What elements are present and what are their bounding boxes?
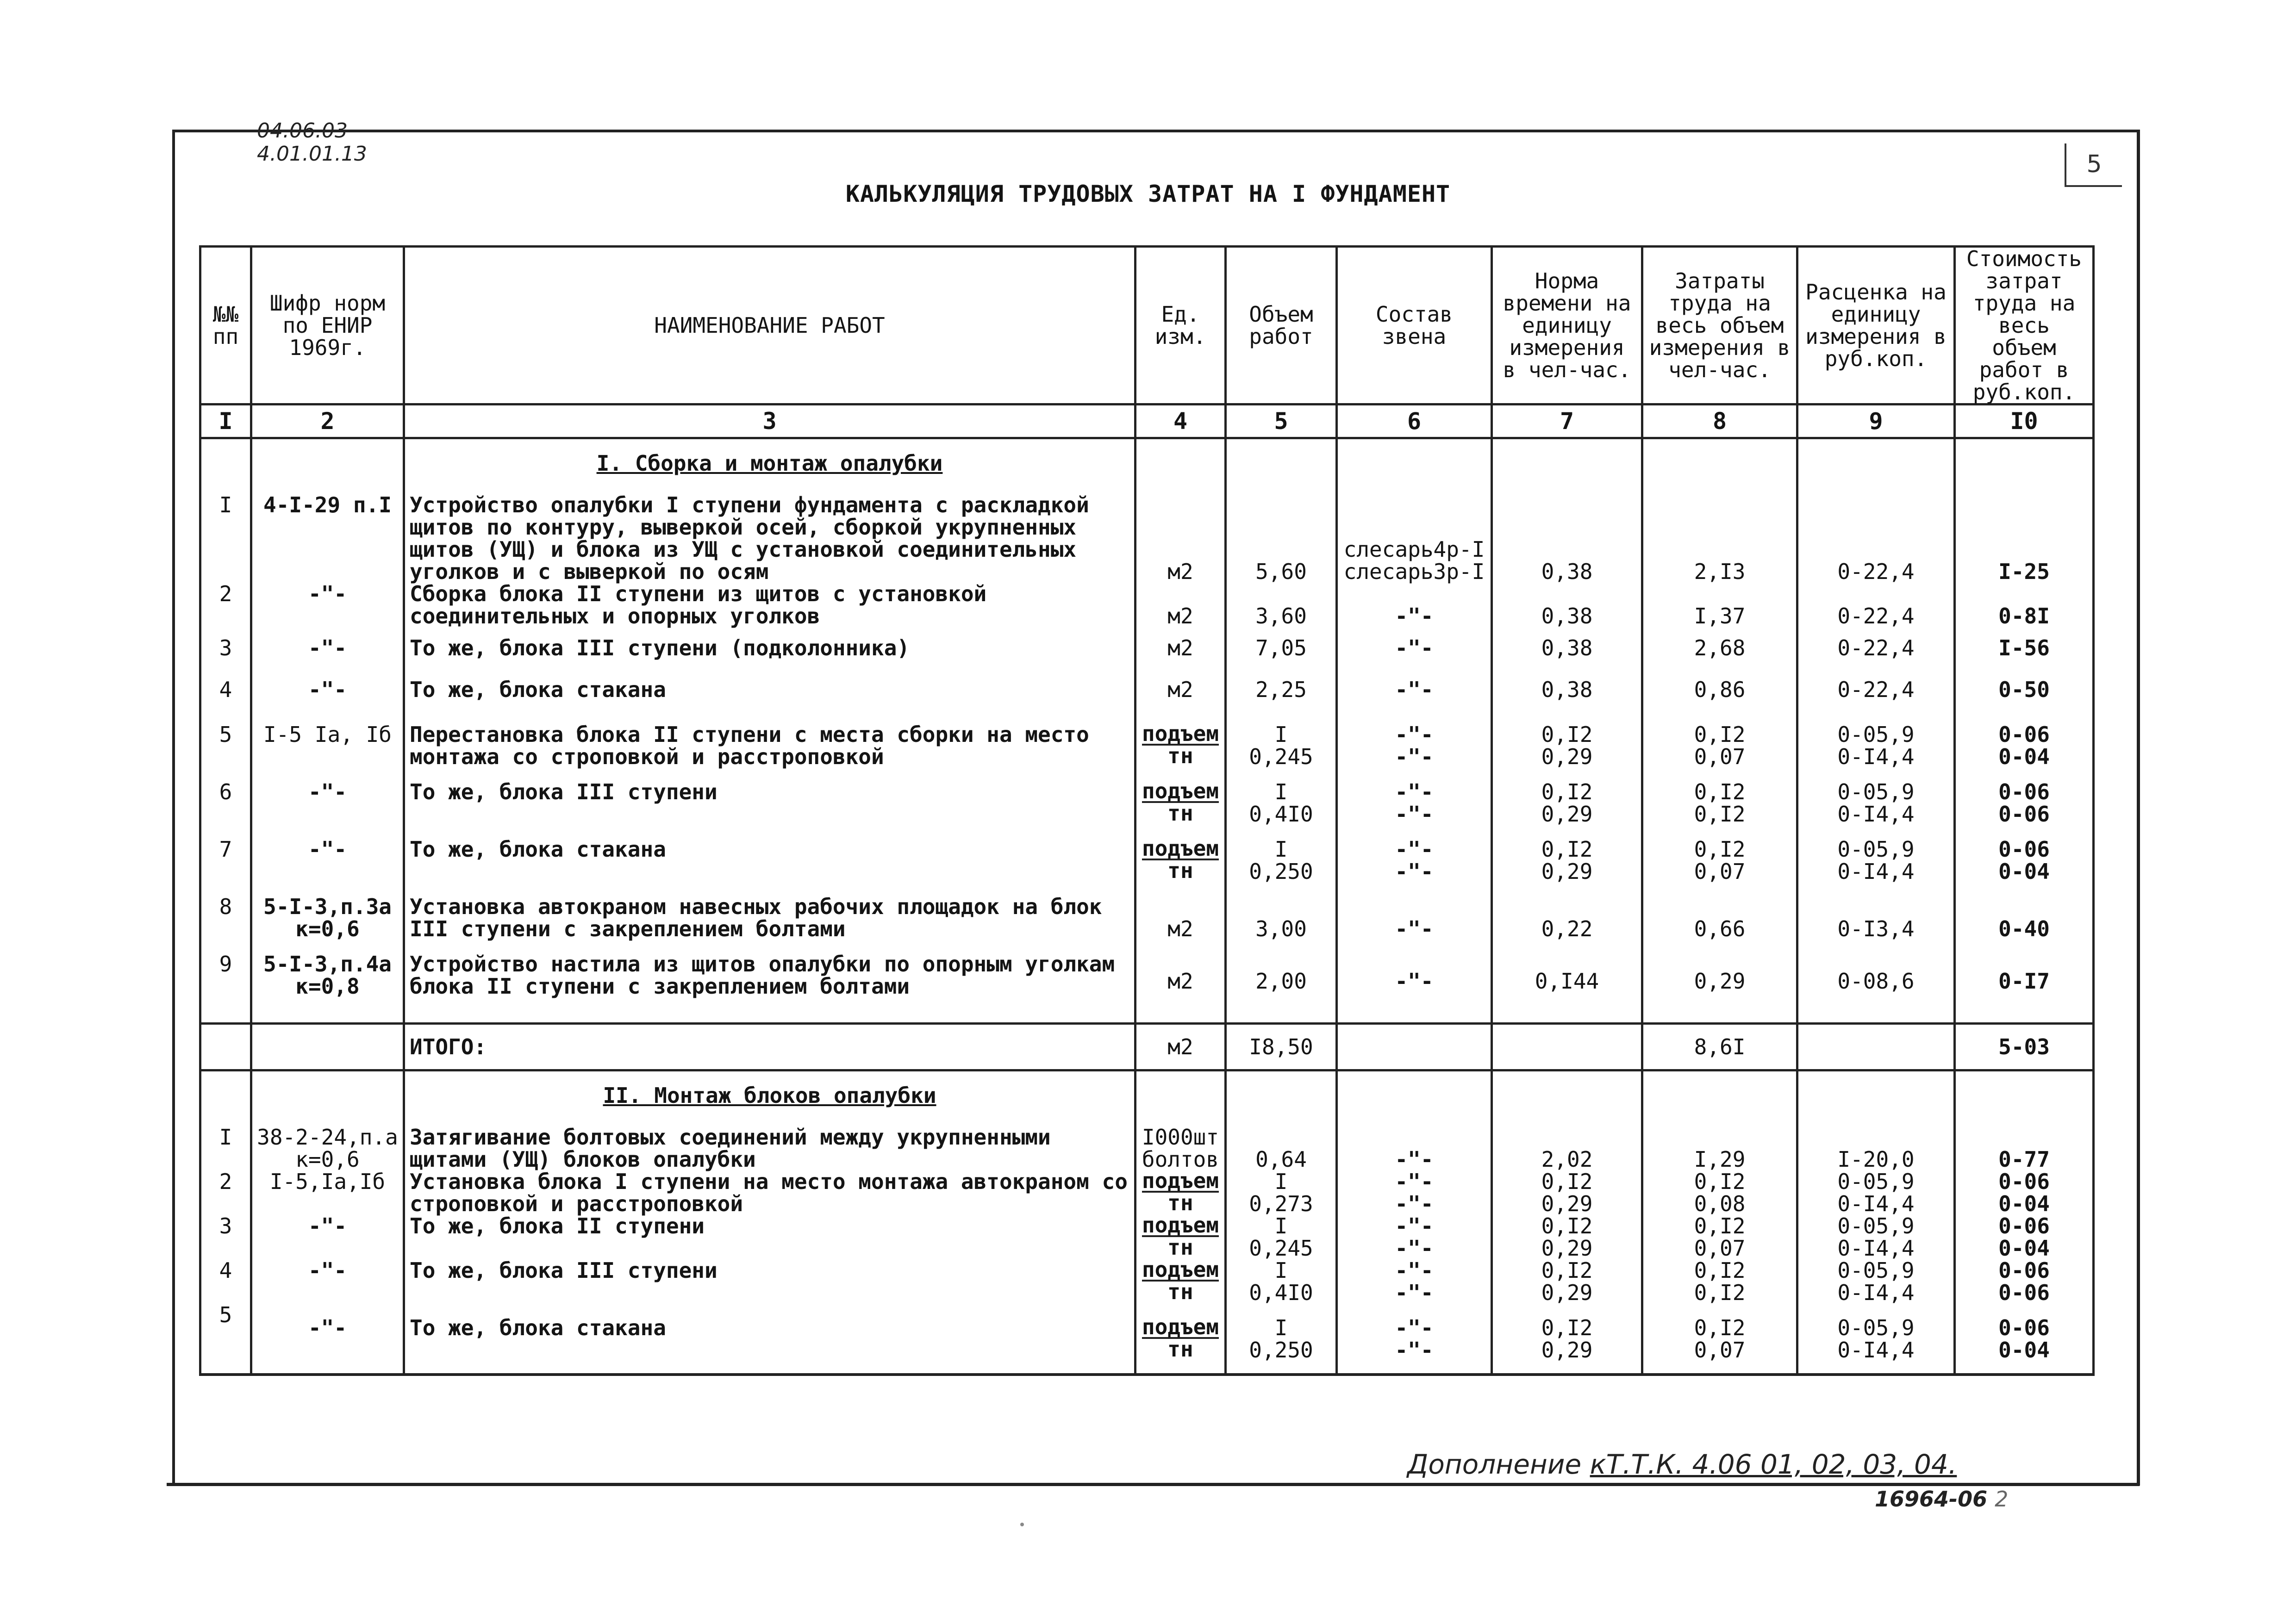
table-header-row bbox=[200, 247, 2094, 404]
work-name: То же, блока стакана bbox=[404, 1304, 1136, 1375]
table-row bbox=[200, 627, 2094, 669]
labor-cost: 0,I2 0,07 bbox=[1642, 1304, 1797, 1375]
row-number: 2 bbox=[200, 1170, 251, 1215]
work-name: То же, блока стакана bbox=[404, 825, 1136, 883]
header-unit: Ед. изм. bbox=[1136, 247, 1226, 404]
column-number: I0 bbox=[1955, 404, 2094, 438]
work-name: Затягивание болтовых соединений между укрупненными щитами (УЩ) блоков опалубки bbox=[404, 1126, 1136, 1170]
table-row bbox=[200, 1126, 2094, 1170]
crew: -"- bbox=[1337, 627, 1492, 669]
labor-cost: 0,I2 0,I2 bbox=[1642, 768, 1797, 825]
column-number: 5 bbox=[1226, 404, 1337, 438]
table-row bbox=[200, 1304, 2094, 1375]
header-total-cost: Стоимость затрат труда на весь объем работ в руб.коп. bbox=[1955, 247, 2094, 404]
total-cost: 0-06 0-04 bbox=[1955, 1215, 2094, 1259]
volume: I 0,4I0 bbox=[1226, 1259, 1337, 1304]
rate: 0-22,4 bbox=[1797, 627, 1955, 669]
volume: I 0,245 bbox=[1226, 1215, 1337, 1259]
table-row bbox=[200, 940, 2094, 1024]
volume: 5,60 bbox=[1226, 494, 1337, 583]
total-cost: 0-40 bbox=[1955, 883, 2094, 940]
time-norm: 0,38 bbox=[1492, 494, 1642, 583]
work-name: То же, блока стакана bbox=[404, 669, 1136, 710]
page-title: КАЛЬКУЛЯЦИЯ ТРУДОВЫХ ЗАТРАТ НА I ФУНДАМЕНТ bbox=[845, 180, 1451, 207]
unit: I000шт болтов bbox=[1136, 1126, 1226, 1170]
norm-code: 5-I-3,п.3а к=0,6 bbox=[251, 883, 404, 940]
row-number: 4 bbox=[200, 669, 251, 710]
rate: 0-05,9 0-I4,4 bbox=[1797, 768, 1955, 825]
section-title-row bbox=[200, 1070, 2094, 1126]
table-row bbox=[200, 825, 2094, 883]
crew: -"- -"- bbox=[1337, 1170, 1492, 1215]
rate: 0-05,9 0-I4,4 bbox=[1797, 825, 1955, 883]
norm-code: -"- bbox=[251, 768, 404, 825]
total-cost-sum: 5-03 bbox=[1955, 1024, 2094, 1070]
rate: 0-22,4 bbox=[1797, 669, 1955, 710]
row-number: 4 bbox=[200, 1259, 251, 1304]
unit: м2 bbox=[1136, 669, 1226, 710]
total-row bbox=[200, 1024, 2094, 1070]
column-number: 9 bbox=[1797, 404, 1955, 438]
document-code-2: 4.01.01.13 bbox=[257, 142, 367, 166]
work-name: Перестановка блока II ступени с места сборки на место монтажа со строповкой и расстроповкой bbox=[404, 710, 1136, 768]
header-number: №№ пп bbox=[200, 247, 251, 404]
crew: -"- bbox=[1337, 883, 1492, 940]
labor-cost: 0,I2 0,08 bbox=[1642, 1170, 1797, 1215]
header-rate: Расценка на единицу измерения в руб.коп. bbox=[1797, 247, 1955, 404]
labor-cost: I,29 bbox=[1642, 1126, 1797, 1170]
row-number: 2 bbox=[200, 583, 251, 627]
column-number: 6 bbox=[1337, 404, 1492, 438]
footer-note-prefix: Дополнение bbox=[1407, 1449, 1582, 1480]
unit-fraction: $\frac{\text{подъем}}{тн}$ bbox=[1142, 836, 1219, 883]
crew: -"- -"- bbox=[1337, 710, 1492, 768]
norm-code: -"- bbox=[251, 1304, 404, 1375]
section-title-row bbox=[200, 438, 2094, 494]
crew: -"- -"- bbox=[1337, 825, 1492, 883]
header-norm-code: Шифр норм по ЕНИР 1969г. bbox=[251, 247, 404, 404]
scan-dot bbox=[1020, 1523, 1024, 1526]
unit-fraction: $\frac{\text{подъем}}{тн}$ bbox=[1142, 1257, 1219, 1304]
time-norm: 0,I2 0,29 bbox=[1492, 710, 1642, 768]
row-number: I bbox=[200, 1126, 251, 1170]
header-volume: Объем работ bbox=[1226, 247, 1337, 404]
labor-cost: I,37 bbox=[1642, 583, 1797, 627]
time-norm: 0,I2 0,29 bbox=[1492, 768, 1642, 825]
work-name: Устройство настила из щитов опалубки по опорным уголкам блока II ступени с закреплением болтами bbox=[404, 940, 1136, 1024]
row-number: 5 bbox=[200, 710, 251, 768]
labor-cost: 0,I2 0,07 bbox=[1642, 710, 1797, 768]
norm-code: I-5 Iа, Iб bbox=[251, 710, 404, 768]
unit: м2 bbox=[1136, 883, 1226, 940]
column-number-row bbox=[200, 404, 2094, 438]
document-codes bbox=[257, 119, 367, 166]
work-name: То же, блока III ступени bbox=[404, 1259, 1136, 1304]
crew: -"- -"- bbox=[1337, 1259, 1492, 1304]
volume: 3,60 bbox=[1226, 583, 1337, 627]
unit-fraction: $\frac{\text{подъем}}{тн}$ bbox=[1142, 721, 1219, 768]
total-cost: 0-06 0-04 bbox=[1955, 825, 2094, 883]
row-number: 3 bbox=[200, 627, 251, 669]
table-row bbox=[200, 1259, 2094, 1304]
rate: 0-I3,4 bbox=[1797, 883, 1955, 940]
norm-code: I-5,Iа,Iб bbox=[251, 1170, 404, 1215]
volume: 3,00 bbox=[1226, 883, 1337, 940]
volume: 2,00 bbox=[1226, 940, 1337, 1024]
time-norm: 0,I2 0,29 bbox=[1492, 1304, 1642, 1375]
crew: -"- bbox=[1337, 940, 1492, 1024]
table-row bbox=[200, 883, 2094, 940]
table-row bbox=[200, 583, 2094, 627]
labor-cost: 2,I3 bbox=[1642, 494, 1797, 583]
time-norm: 0,I2 0,29 bbox=[1492, 1170, 1642, 1215]
column-number: 7 bbox=[1492, 404, 1642, 438]
work-name: То же, блока III ступени bbox=[404, 768, 1136, 825]
time-norm: 0,I2 0,29 bbox=[1492, 1259, 1642, 1304]
volume: I 0,250 bbox=[1226, 825, 1337, 883]
footer-doc-id: 16964-06 2 bbox=[1875, 1487, 2009, 1512]
table-row bbox=[200, 1215, 2094, 1259]
rate: 0-05,9 0-I4,4 bbox=[1797, 1170, 1955, 1215]
rate: 0-05,9 0-I4,4 bbox=[1797, 1304, 1955, 1375]
table-row bbox=[200, 710, 2094, 768]
frame-right-border bbox=[2137, 130, 2140, 1486]
rate: 0-08,6 bbox=[1797, 940, 1955, 1024]
labor-cost: 0,I2 0,I2 bbox=[1642, 1259, 1797, 1304]
document-code-1: 04.06.03 bbox=[257, 119, 348, 143]
time-norm: 0,38 bbox=[1492, 627, 1642, 669]
total-cost: 0-06 0-06 bbox=[1955, 1259, 2094, 1304]
work-name: То же, блока III ступени (подколонника) bbox=[404, 627, 1136, 669]
section-2-title: II. Монтаж блоков опалубки bbox=[603, 1083, 936, 1108]
labor-cost-table bbox=[199, 245, 2095, 1376]
rate: 0-05,9 0-I4,4 bbox=[1797, 1259, 1955, 1304]
crew: -"- bbox=[1337, 669, 1492, 710]
total-labor: 8,6I bbox=[1642, 1024, 1797, 1070]
total-cost: 0-06 0-04 bbox=[1955, 1170, 2094, 1215]
time-norm: 0,38 bbox=[1492, 583, 1642, 627]
footer-note-ref: кТ.Т.К. 4.06 01, 02, 03, 04. bbox=[1590, 1449, 1957, 1480]
unit-fraction: $\frac{\text{подъем}}{тн}$ bbox=[1142, 778, 1219, 826]
norm-code: -"- bbox=[251, 1215, 404, 1259]
rate: I-20,0 bbox=[1797, 1126, 1955, 1170]
norm-code: 5-I-3,п.4а к=0,8 bbox=[251, 940, 404, 1024]
column-number: I bbox=[200, 404, 251, 438]
norm-code: -"- bbox=[251, 583, 404, 627]
row-number: I bbox=[200, 494, 251, 583]
total-cost: 0-8I bbox=[1955, 583, 2094, 627]
volume: I 0,245 bbox=[1226, 710, 1337, 768]
time-norm: 2,02 bbox=[1492, 1126, 1642, 1170]
table-row bbox=[200, 1170, 2094, 1215]
unit: м2 bbox=[1136, 583, 1226, 627]
table-row bbox=[200, 669, 2094, 710]
norm-code: 4-I-29 п.I bbox=[251, 494, 404, 583]
frame-left-border bbox=[172, 130, 175, 1486]
frame-top-border bbox=[172, 130, 2140, 132]
total-cost: 0-06 0-06 bbox=[1955, 768, 2094, 825]
unit: м2 bbox=[1136, 627, 1226, 669]
frame-bottom-border bbox=[167, 1483, 2140, 1486]
work-name: То же, блока II ступени bbox=[404, 1215, 1136, 1259]
unit: м2 bbox=[1136, 940, 1226, 1024]
total-cost: I-56 bbox=[1955, 627, 2094, 669]
footer-note bbox=[1407, 1449, 1957, 1480]
rate: 0-05,9 0-I4,4 bbox=[1797, 1215, 1955, 1259]
row-number: 5 bbox=[200, 1304, 251, 1375]
total-cost: 0-I7 bbox=[1955, 940, 2094, 1024]
row-number: 6 bbox=[200, 768, 251, 825]
row-number: 7 bbox=[200, 825, 251, 883]
row-number: 3 bbox=[200, 1215, 251, 1259]
column-number: 8 bbox=[1642, 404, 1797, 438]
volume: I 0,4I0 bbox=[1226, 768, 1337, 825]
work-name: Устройство опалубки I ступени фундамента с раскладкой щитов по контуру, выверкой осей, сборкой укрупненных щитов (УЩ) и блока из УЩ с установкой соединительных уголков и с выверкой по осям bbox=[404, 494, 1136, 583]
norm-code: -"- bbox=[251, 669, 404, 710]
time-norm: 0,I44 bbox=[1492, 940, 1642, 1024]
crew: -"- bbox=[1337, 1126, 1492, 1170]
labor-cost: 2,68 bbox=[1642, 627, 1797, 669]
header-time-norm: Норма времени на единицу измерения в чел-час. bbox=[1492, 247, 1642, 404]
total-cost: 0-77 bbox=[1955, 1126, 2094, 1170]
work-name: Установка автокраном навесных рабочих площадок на блок III ступени с закреплением болтами bbox=[404, 883, 1136, 940]
total-cost: 0-06 0-04 bbox=[1955, 1304, 2094, 1375]
volume: 7,05 bbox=[1226, 627, 1337, 669]
rate: 0-05,9 0-I4,4 bbox=[1797, 710, 1955, 768]
volume: I 0,273 bbox=[1226, 1170, 1337, 1215]
header-work-name: НАИМЕНОВАНИЕ РАБОТ bbox=[404, 247, 1136, 404]
column-number: 4 bbox=[1136, 404, 1226, 438]
time-norm: 0,I2 0,29 bbox=[1492, 1215, 1642, 1259]
unit-fraction: $\frac{\text{подъем}}{тн}$ bbox=[1142, 1314, 1219, 1362]
norm-code: -"- bbox=[251, 825, 404, 883]
time-norm: 0,I2 0,29 bbox=[1492, 825, 1642, 883]
crew: слесарь4р-I слесарь3р-I bbox=[1337, 494, 1492, 583]
labor-cost: 0,66 bbox=[1642, 883, 1797, 940]
labor-cost: 0,I2 0,07 bbox=[1642, 825, 1797, 883]
header-labor-cost: Затраты труда на весь объем измерения в чел-час. bbox=[1642, 247, 1797, 404]
volume: I 0,250 bbox=[1226, 1304, 1337, 1375]
volume: 2,25 bbox=[1226, 669, 1337, 710]
total-cost: 0-06 0-04 bbox=[1955, 710, 2094, 768]
labor-cost: 0,29 bbox=[1642, 940, 1797, 1024]
total-cost: I-25 bbox=[1955, 494, 2094, 583]
table-row bbox=[200, 768, 2094, 825]
crew: -"- -"- bbox=[1337, 1304, 1492, 1375]
total-unit: м2 bbox=[1136, 1024, 1226, 1070]
labor-cost: 0,I2 0,07 bbox=[1642, 1215, 1797, 1259]
header-crew: Состав звена bbox=[1337, 247, 1492, 404]
crew: -"- -"- bbox=[1337, 1215, 1492, 1259]
unit: м2 bbox=[1136, 494, 1226, 583]
work-name: Сборка блока II ступени из щитов с установкой соединительных и опорных уголков bbox=[404, 583, 1136, 627]
time-norm: 0,38 bbox=[1492, 669, 1642, 710]
crew: -"- -"- bbox=[1337, 768, 1492, 825]
unit-fraction: $\frac{\text{подъем}}{тн}$ bbox=[1142, 1168, 1219, 1215]
unit-fraction: $\frac{\text{подъем}}{тн}$ bbox=[1142, 1213, 1219, 1260]
volume: 0,64 bbox=[1226, 1126, 1337, 1170]
row-number: 8 bbox=[200, 883, 251, 940]
page-number: 5 bbox=[2065, 143, 2122, 187]
table-row bbox=[200, 494, 2094, 583]
total-cost: 0-50 bbox=[1955, 669, 2094, 710]
total-volume: I8,50 bbox=[1226, 1024, 1337, 1070]
rate: 0-22,4 bbox=[1797, 583, 1955, 627]
section-1-title: I. Сборка и монтаж опалубки bbox=[596, 451, 943, 476]
labor-cost: 0,86 bbox=[1642, 669, 1797, 710]
total-label: ИТОГО: bbox=[404, 1024, 1136, 1070]
time-norm: 0,22 bbox=[1492, 883, 1642, 940]
column-number: 2 bbox=[251, 404, 404, 438]
rate: 0-22,4 bbox=[1797, 494, 1955, 583]
norm-code: -"- bbox=[251, 627, 404, 669]
column-number: 3 bbox=[404, 404, 1136, 438]
norm-code: -"- bbox=[251, 1259, 404, 1304]
norm-code: 38-2-24,п.а к=0,6 bbox=[251, 1126, 404, 1170]
row-number: 9 bbox=[200, 940, 251, 1024]
crew: -"- bbox=[1337, 583, 1492, 627]
work-name: Установка блока I ступени на место монтажа автокраном со строповкой и расстроповкой bbox=[404, 1170, 1136, 1215]
